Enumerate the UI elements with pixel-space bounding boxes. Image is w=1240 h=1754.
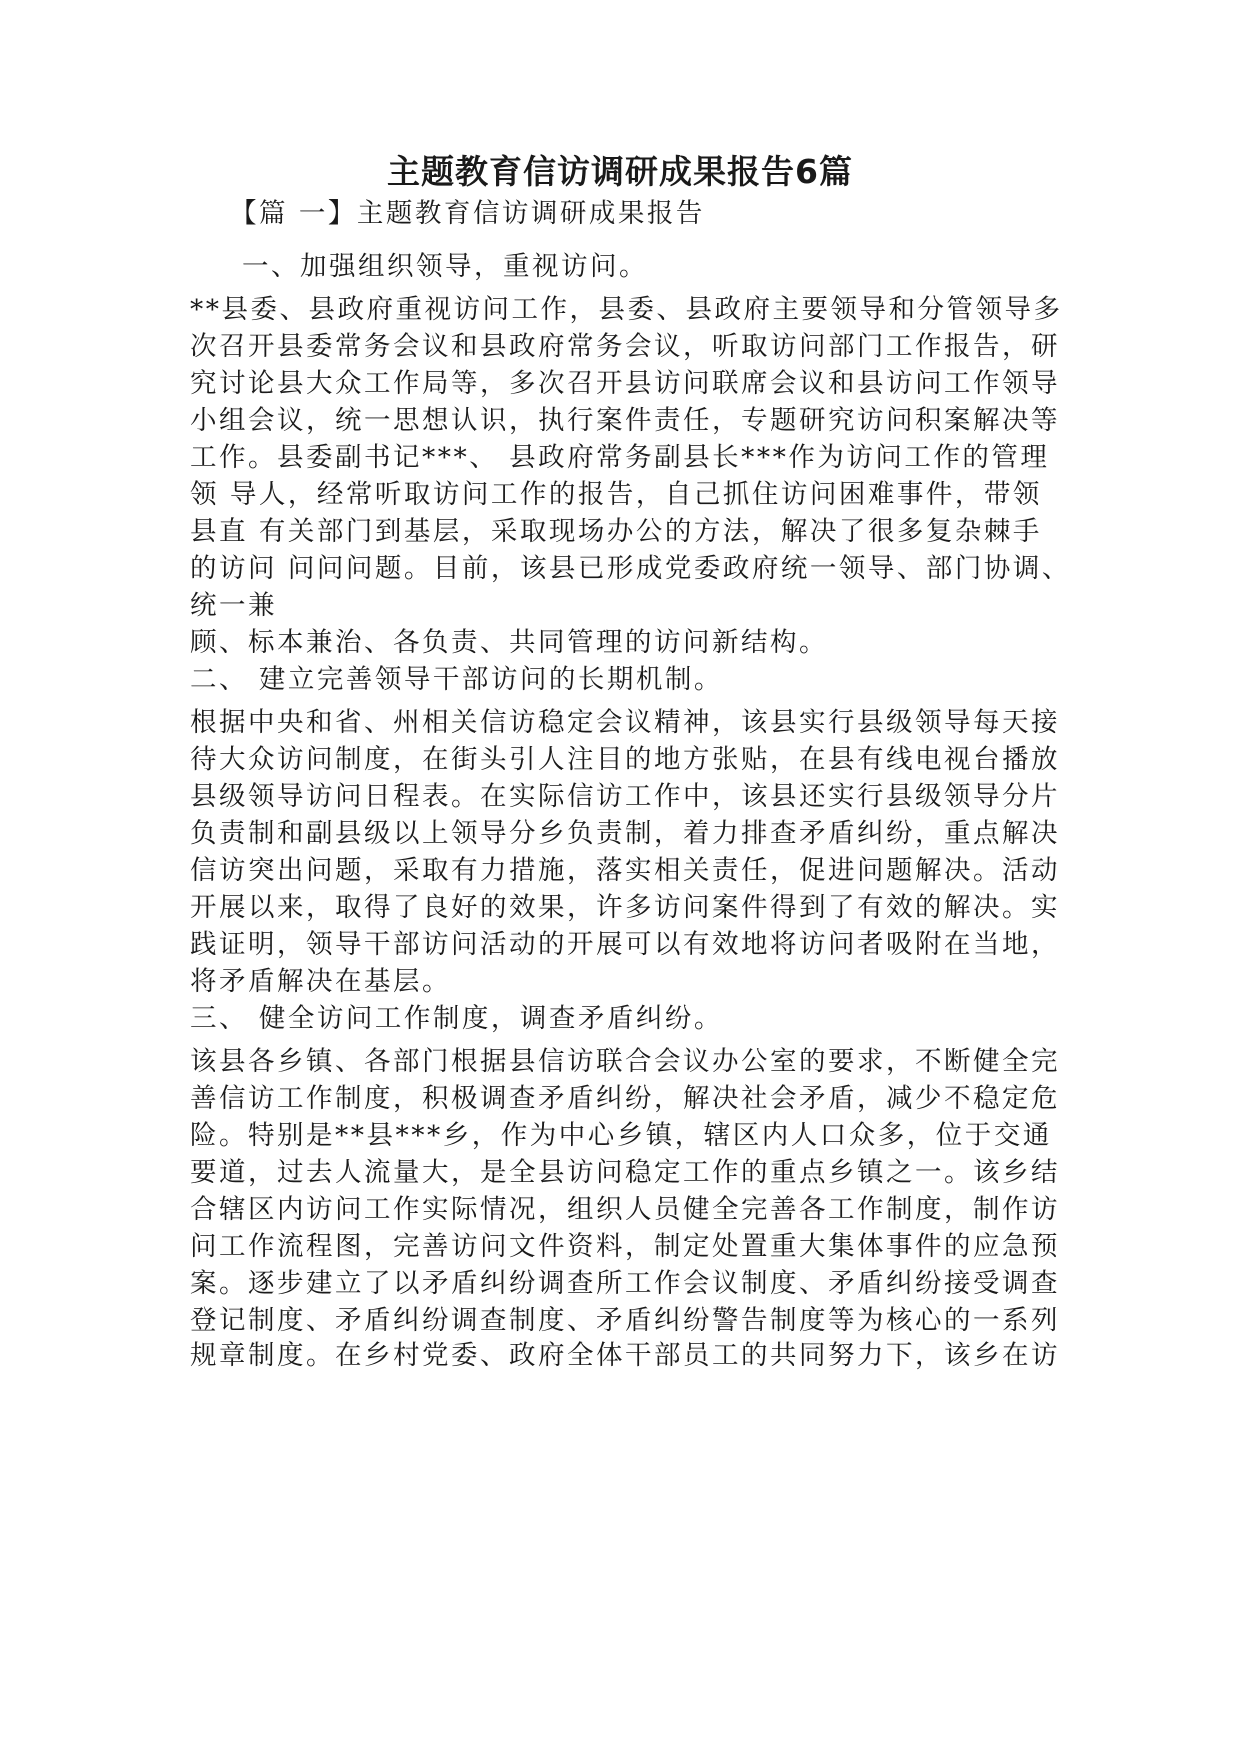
paragraph-line: 合辖区内访问工作实际情况，组织人员健全完善各工作制度，制作访 [190,1194,1060,1225]
subheading: 二、 建立完善领导干部访问的长期机制。 [190,664,723,695]
paragraph-line: 待大众访问制度，在街头引人注目的地方张贴，在县有线电视台播放 [190,744,1060,775]
paragraph-line: 案。逐步建立了以矛盾纠纷调查所工作会议制度、矛盾纠纷接受调查 [190,1268,1060,1299]
paragraph-line: 工作。县委副书记***、 县政府常务副县长***作为访问工作的管理 [190,442,1050,473]
paragraph-line: 究讨论县大众工作局等，多次召开县访问联席会议和县访问工作领导 [190,368,1060,399]
paragraph-line: 开展以来，取得了良好的效果，许多访问案件得到了有效的解决。实 [190,892,1060,923]
subheading: 三、 健全访问工作制度，调查矛盾纠纷。 [190,1003,723,1034]
paragraph-line: 信访突出问题，采取有力措施，落实相关责任，促进问题解决。活动 [190,855,1060,886]
paragraph-line: 顾、标本兼治、各负责、共同管理的访问新结构。 [190,627,828,658]
paragraph-line: 登记制度、矛盾纠纷调查制度、矛盾纠纷警告制度等为核心的一系列 [190,1305,1060,1336]
paragraph-line: 根据中央和省、州相关信访稳定会议精神，该县实行县级领导每天接 [190,707,1060,738]
paragraph-line: 次召开县委常务会议和县政府常务会议，听取访问部门工作报告，研 [190,331,1060,362]
paragraph-line: 该县各乡镇、各部门根据县信访联合会议办公室的要求，不断健全完 [190,1046,1060,1077]
paragraph-line: **县委、县政府重视访问工作，县委、县政府主要领导和分管领导多 [190,294,1063,325]
paragraph-line: 负责制和副县级以上领导分乡负责制，着力排查矛盾纠纷，重点解决 [190,818,1060,849]
paragraph-line: 险。特别是**县***乡，作为中心乡镇，辖区内人口众多，位于交通 [190,1120,1052,1151]
paragraph-line: 领 导人，经常听取访问工作的报告，自己抓住访问困难事件，带领 [190,479,1042,510]
document-title: 主题教育信访调研成果报告6篇 [387,152,853,191]
paragraph-line: 问工作流程图，完善访问文件资料，制定处置重大集体事件的应急预 [190,1231,1060,1262]
paragraph-line: 的访问 问问问题。目前，该县已形成党委政府统一领导、部门协调、 [190,553,1071,584]
paragraph-line: 统一兼 [190,590,277,621]
paragraph-line: 县直 有关部门到基层，采取现场办公的方法，解决了很多复杂棘手 [190,516,1042,547]
subheading: 一、加强组织领导，重视访问。 [242,251,648,282]
paragraph-line: 善信访工作制度，积极调查矛盾纠纷，解决社会矛盾，减少不稳定危 [190,1083,1060,1114]
paragraph-line: 将矛盾解决在基层。 [190,966,451,997]
paragraph-line: 县级领导访问日程表。在实际信访工作中，该县还实行县级领导分片 [190,781,1060,812]
paragraph-line: 要道，过去人流量大，是全县访问稳定工作的重点乡镇之一。该乡结 [190,1157,1060,1188]
paragraph-line: 规章制度。在乡村党委、政府全体干部员工的共同努力下，该乡在访 [190,1340,1060,1371]
section-heading: 【篇 一】主题教育信访调研成果报告 [230,198,705,229]
paragraph-line: 践证明，领导干部访问活动的开展可以有效地将访问者吸附在当地， [190,929,1060,960]
paragraph-line: 小组会议，统一思想认识，执行案件责任，专题研究访问积案解决等 [190,405,1060,436]
